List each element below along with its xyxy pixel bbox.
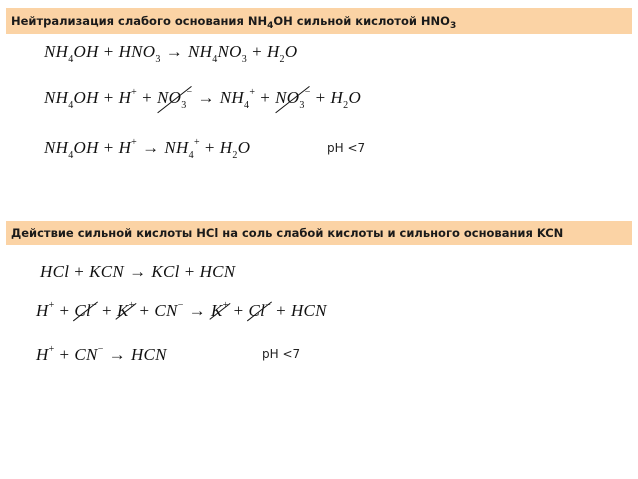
section-1-title: Нейтрализация слабого основания $NH_4OH$ сильной кислотой $HNO_3$: [6, 8, 632, 34]
equation-short-ionic-1: $NH_4OH + H^+ \to NH_4^+ + H_2O$: [44, 137, 251, 161]
struck-ion-no3-right: $NO_3^-$: [275, 87, 311, 111]
struck-ion-cl-left: Cl−: [74, 300, 98, 320]
struck-ion-no3-left: $NO_3^-$: [157, 87, 193, 111]
struck-ion-cl-right: Cl−: [248, 300, 272, 320]
equation-full-ionic-2: H+ + Cl− + K+ + CN− → K+ + Cl− + HCN: [36, 300, 327, 320]
ph-note-1: pH <7: [327, 141, 366, 155]
struck-ion-k-left: K+: [116, 300, 135, 320]
struck-ion-k-right: K+: [210, 300, 229, 320]
ph-note-2: pH <7: [262, 347, 301, 361]
section-2-title: Действие сильной кислоты HCl на соль слабой кислоты и сильного основания KCN: [6, 221, 632, 245]
equation-full-ionic-1: $NH_4OH + H^+ + NO_3^- \to NH_4^+ + NO_3^- + H_2O$: [44, 87, 362, 111]
equation-molecular-2: HCl + KCN → KCl + HCN: [40, 262, 236, 281]
equation-molecular-1: $NH_4OH + HNO_3 \to NH_4NO_3 + H_2O$: [44, 42, 298, 65]
equation-short-ionic-2: H+ + CN− → HCN: [36, 344, 167, 364]
